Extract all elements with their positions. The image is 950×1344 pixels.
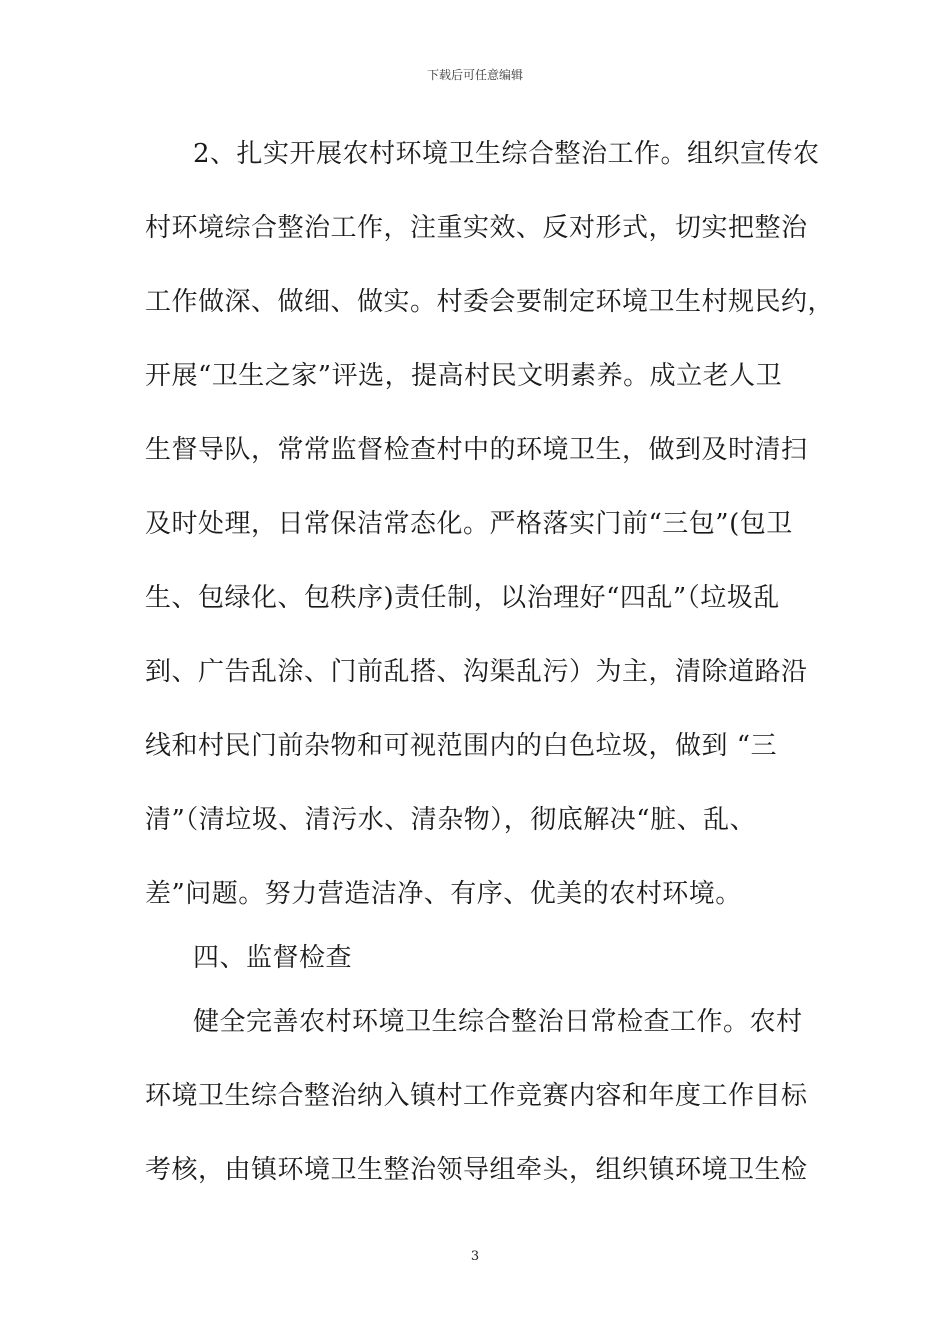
- body-line: 工作做深、做细、做实。村委会要制定环境卫生村规民约，: [145, 287, 835, 317]
- body-line: 开展“卫生之家”评选，提高村民文明素养。成立老人卫: [145, 361, 783, 391]
- body-line: 差”问题。努力营造洁净、有序、优美的农村环境。: [145, 879, 742, 909]
- body-line: 及时处理，日常保洁常态化。严格落实门前“三包”(包卫: [145, 509, 793, 539]
- body-line: 清”（清垃圾、清污水、清杂物），彻底解决“脏、乱、: [145, 805, 757, 835]
- body-line: 生督导队，常常监督检查村中的环境卫生，做到及时清扫: [145, 435, 808, 465]
- body-line: 环境卫生综合整治纳入镇村工作竞赛内容和年度工作目标: [145, 1081, 808, 1111]
- body-line: 村环境综合整治工作，注重实效、反对形式，切实把整治: [145, 213, 808, 243]
- body-line: 生、包绿化、包秩序)责任制，以治理好“四乱”（垃圾乱: [145, 583, 780, 613]
- page-number: 3: [470, 1249, 480, 1264]
- body-line: 到、广告乱涂、门前乱搭、沟渠乱污）为主，清除道路沿: [145, 657, 808, 687]
- body-line: 线和村民门前杂物和可视范围内的白色垃圾，做到 “三: [145, 731, 778, 761]
- page-header: 下载后可任意编辑: [426, 68, 523, 82]
- body-line: 考核，由镇环境卫生整治领导组牵头，组织镇环境卫生检: [145, 1155, 808, 1185]
- section-heading: 四、监督检查: [193, 943, 353, 973]
- body-line: 2、扎实开展农村环境卫生综合整治工作。组织宣传农: [193, 139, 820, 169]
- body-line: 健全完善农村环境卫生综合整治日常检查工作。农村: [193, 1007, 803, 1037]
